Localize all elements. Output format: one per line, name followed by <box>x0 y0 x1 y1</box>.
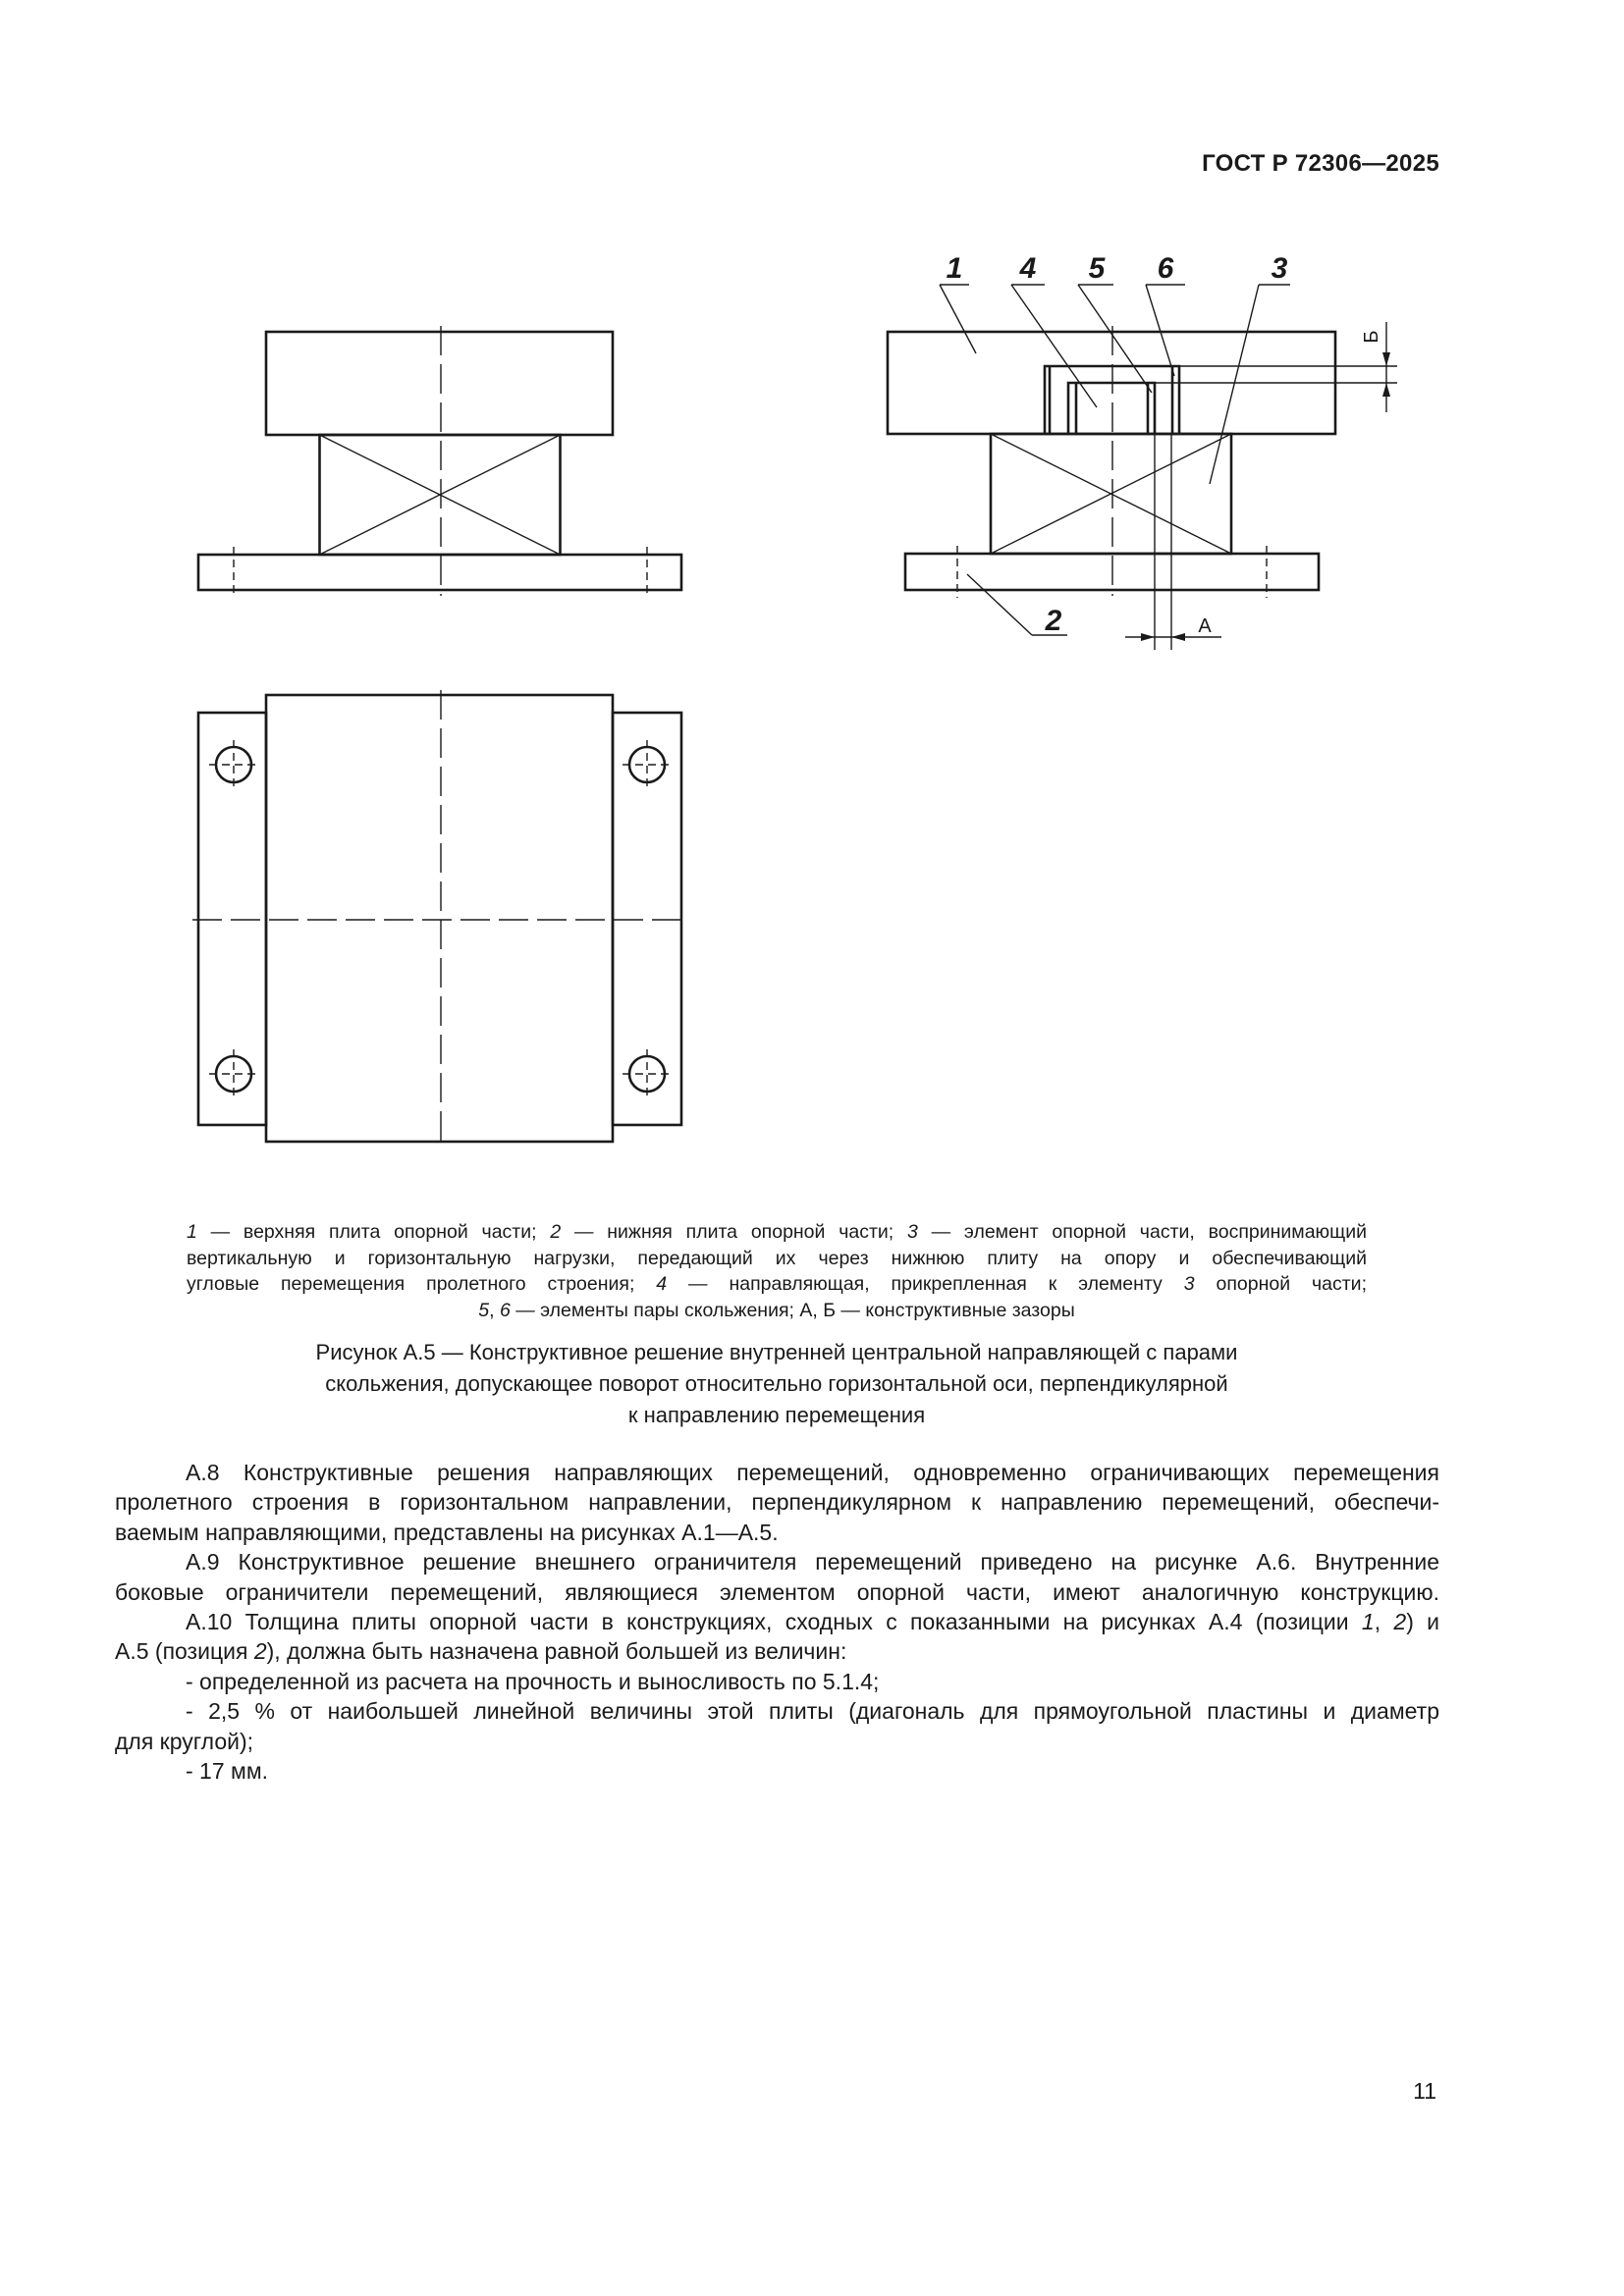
arrow-up-icon <box>1382 383 1390 397</box>
dimension-label-b: Б <box>1361 330 1382 344</box>
svg-text:6: 6 <box>1157 252 1174 285</box>
upper-plate <box>266 332 613 435</box>
callout-1 <box>940 252 976 353</box>
page-number: 11 <box>1413 2078 1436 2104</box>
svg-text:2: 2 <box>1045 605 1062 637</box>
dimension-gap-b <box>1155 322 1397 412</box>
caption-line: скольжения, допускающее поворот относительно горизонтальной оси, перпендикулярной <box>325 1371 1228 1396</box>
list-item: - определенной из расчета на прочность и выносливость по 5.1.4; <box>186 1668 880 1694</box>
upper-plate-plan <box>266 695 613 1142</box>
lower-plate <box>198 555 681 590</box>
lower-plate-left-flange <box>198 713 266 1125</box>
legend-line: вертикальную и горизонтальную нагрузки, передающий их через нижнюю плиту на опору и обеспечивающий <box>187 1247 1367 1269</box>
list-item: - 2,5 % от наибольшей линейной величины этой плиты (диагональ для прямоугольной пластины и диаметр <box>186 1698 1439 1725</box>
svg-text:5: 5 <box>1088 252 1106 285</box>
paragraph-a10: А.10 Толщина плиты опорной части в конструкциях, сходных с показанными на рисунках А.4 (позиции 1, 2) и А.5 (позиция 2), должна быть назначена равной большей из величин: <box>115 1609 1439 1665</box>
bolt-hole-icon <box>623 740 672 789</box>
dimension-label-a: А <box>1198 615 1212 637</box>
callout-2 <box>967 574 1067 637</box>
legend-line: 5, 6 — элементы пары скольжения; А, Б — конструктивные зазоры <box>478 1299 1075 1321</box>
caption-line: Рисунок А.5 — Конструктивное решение внутренней центральной направляющей с парами <box>315 1340 1238 1364</box>
callout-5 <box>1078 252 1152 393</box>
body-text <box>115 1458 1439 1786</box>
left-elevation-view <box>198 326 681 598</box>
arrow-right-icon <box>1141 633 1155 641</box>
bolt-hole-icon <box>209 740 258 789</box>
guide-element-4 <box>1068 383 1155 434</box>
list-item: - 17 мм. <box>186 1758 269 1785</box>
paragraph-a9: А.9 Конструктивное решение внешнего ограничителя перемещений приведено на рисунке А.6. Внутренние боковые ограничители перемещений, являющиеся элементом опорной части, имеют аналогичную конструкцию. <box>115 1549 1439 1605</box>
arrow-left-icon <box>1171 633 1185 641</box>
svg-text:4: 4 <box>1019 252 1037 285</box>
bolt-hole-icon <box>209 1049 258 1098</box>
figure-legend <box>187 1219 1367 1323</box>
document-code-header: ГОСТ Р 72306—2025 <box>1202 150 1439 177</box>
arrow-down-icon <box>1382 352 1390 366</box>
caption-line: к направлению перемещения <box>627 1403 926 1427</box>
list-item-continuation: для круглой); <box>115 1728 254 1754</box>
legend-line: 1 — верхняя плита опорной части; 2 — нижняя плита опорной части; 3 — элемент опорной части, воспринимающий <box>187 1221 1367 1243</box>
plan-view <box>192 690 688 1148</box>
svg-text:1: 1 <box>946 252 963 285</box>
callout-3 <box>1210 252 1290 484</box>
callout-6 <box>1146 252 1185 376</box>
svg-text:3: 3 <box>1271 252 1288 285</box>
paragraph-a8: А.8 Конструктивные решения направляющих перемещений, одновременно ограничивающих перемещения пролетного строения в горизонтальном направлении, перпендикулярном к направлению перемещений, обеспечи- ваемым направляющими, представлены на рисунках А.1—А.5. <box>115 1460 1439 1545</box>
bolt-hole-icon <box>623 1049 672 1098</box>
figure-caption <box>237 1337 1317 1431</box>
requirements-list <box>115 1667 1439 1787</box>
legend-line: угловые перемещения пролетного строения; 4 — направляющая, прикрепленная к элементу 3 опорной части; <box>187 1273 1367 1295</box>
right-elevation-view <box>888 252 1397 650</box>
